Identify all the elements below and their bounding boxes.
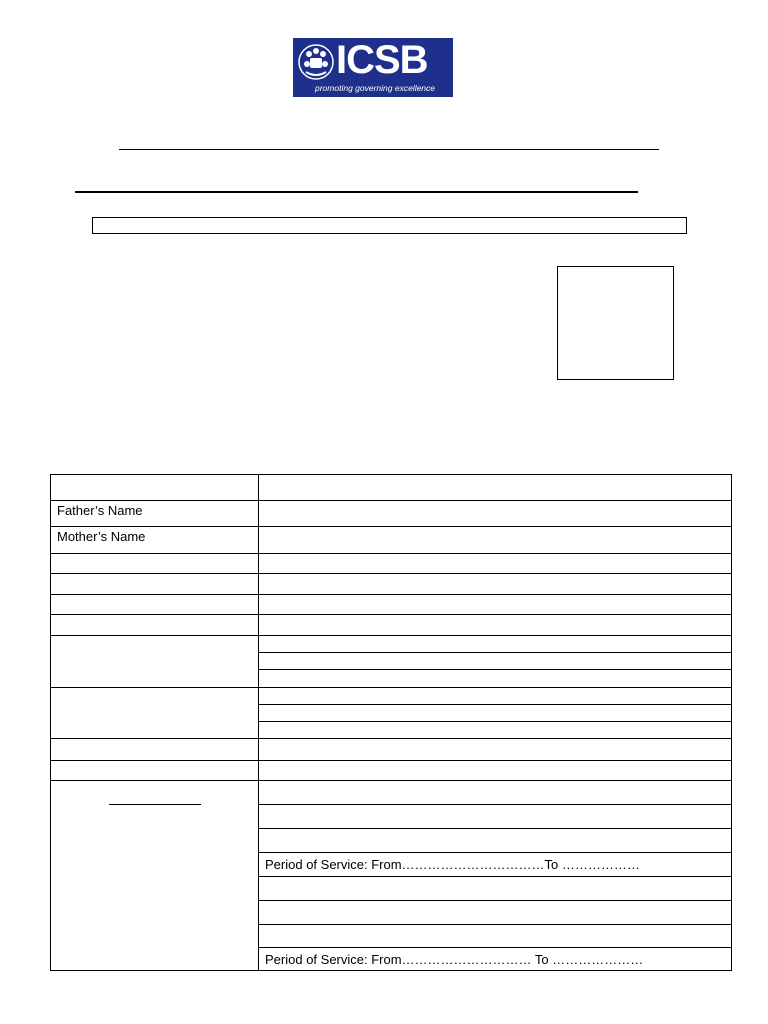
service-period-1: Period of Service: From……………………………To ………………	[259, 853, 732, 877]
photo-box	[557, 266, 674, 380]
blank-line-2	[75, 191, 638, 193]
form-value-cell	[259, 688, 732, 705]
employment-field	[259, 781, 732, 805]
fathers-name-label: Father’s Name	[51, 501, 259, 527]
application-form-table	[50, 474, 732, 971]
employment-field	[259, 829, 732, 853]
form-value-cell	[259, 739, 732, 761]
form-label-cell-group-2	[51, 688, 259, 739]
mothers-name-field	[259, 527, 732, 554]
form-value-cell	[259, 722, 732, 739]
form-label-cell	[51, 739, 259, 761]
form-value-cell	[259, 615, 732, 636]
form-value-cell	[259, 475, 732, 501]
people-emblem-icon	[297, 42, 335, 82]
form-value-cell	[259, 595, 732, 615]
service-period-2: Period of Service: From………………………… To …………………	[259, 948, 732, 971]
form-label-cell	[51, 615, 259, 636]
form-label-cell	[51, 595, 259, 615]
icsb-logo	[293, 38, 453, 97]
form-label-cell-group-1	[51, 636, 259, 688]
form-value-cell	[259, 574, 732, 595]
employment-field	[259, 901, 732, 925]
employment-field	[259, 805, 732, 829]
employment-field	[259, 877, 732, 901]
fathers-name-field	[259, 501, 732, 527]
blank-line-1	[119, 149, 659, 150]
mothers-name-label: Mother’s Name	[51, 527, 259, 554]
form-label-cell	[51, 554, 259, 574]
blank-banner-box	[92, 217, 687, 234]
form-value-cell	[259, 705, 732, 722]
logo-text: ICSB	[336, 38, 428, 82]
form-label-cell	[51, 475, 259, 501]
form-value-cell	[259, 554, 732, 574]
logo-tagline: promoting governing excellence	[315, 83, 436, 93]
employment-field	[259, 925, 732, 948]
form-value-cell	[259, 653, 732, 670]
employment-label-cell	[51, 781, 259, 971]
form-value-cell	[259, 670, 732, 688]
form-value-cell	[259, 636, 732, 653]
form-value-cell	[259, 761, 732, 781]
form-label-cell	[51, 574, 259, 595]
form-label-cell	[51, 761, 259, 781]
blank-heading-underline	[109, 804, 201, 805]
